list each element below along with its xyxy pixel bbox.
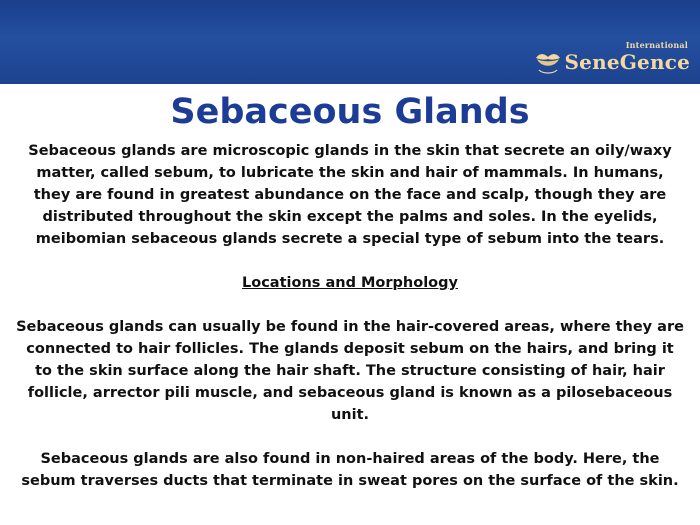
section-heading: Locations and Morphology [242, 275, 458, 291]
slide-body [16, 140, 684, 492]
logo-brand: SeneGence [564, 50, 690, 74]
spacer [16, 294, 684, 316]
non-haired-paragraph: Sebaceous glands are also found in non-haired areas of the body. Here, the sebum traverses ducts that terminate in sweat pores on the surface of the skin. [21, 451, 679, 489]
logo-wordmark [564, 40, 690, 74]
header-banner [0, 0, 700, 84]
spacer [16, 250, 684, 272]
spacer [16, 426, 684, 448]
lips-logo-icon [533, 48, 563, 76]
intro-paragraph: Sebaceous glands are microscopic glands in the skin that secrete an oily/waxy matter, called sebum, to lubricate the skin and hair of mammals. In humans, they are found in greatest abundance on the face and scalp, though they are distributed throughout the skin except the palms and soles. In the eyelids, meibomian sebaceous glands secrete a special type of sebum into the tears. [28, 143, 672, 247]
senegence-logo [533, 42, 690, 82]
morphology-paragraph: Sebaceous glands can usually be found in the hair-covered areas, where they are connected to hair follicles. The glands deposit sebum on the hairs, and bring it to the skin surface along the hair shaft. The structure consisting of hair, hair follicle, arrector pili muscle, and sebaceous gland is known as a pilosebaceous unit. [16, 319, 684, 423]
logo-superscript: International [625, 40, 688, 50]
slide-title: Sebaceous Glands [170, 92, 530, 132]
